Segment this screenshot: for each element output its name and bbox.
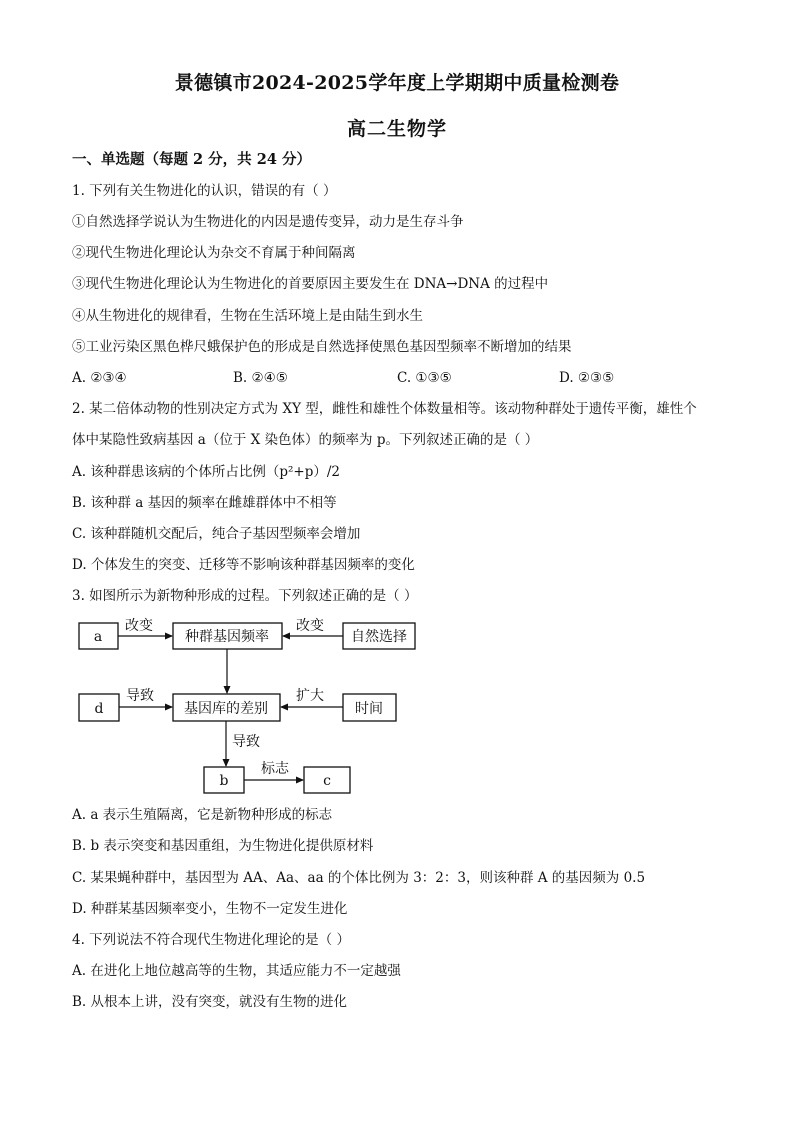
q1-option-b: B. ②④⑤ <box>233 370 288 386</box>
q2-stem-line2: 体中某隐性致病基因 a（位于 X 染色体）的频率为 p。下列叙述正确的是（ ） <box>72 432 539 448</box>
q2-option-a: A. 该种群患该病的个体所占比例（p²+p）/2 <box>72 464 340 480</box>
diagram-text-time: 时间 <box>355 701 383 717</box>
q1-item: ③现代生物进化理论认为生物进化的首要原因主要发生在 DNA→DNA 的过程中 <box>72 276 549 292</box>
diagram-text-pool-frequency: 种群基因频率 <box>185 629 269 645</box>
diagram-text-a: a <box>93 629 103 645</box>
q3-option-c: C. 某果蝇种群中，基因型为 AA、Aa、aa 的个体比例为 3：2：3，则该种群 A 的基因频为 0.5 <box>72 870 646 886</box>
q1-option-a: A. ②③④ <box>72 370 127 386</box>
diagram-text-natural-selection: 自然选择 <box>351 629 407 645</box>
q1-item: ④从生物进化的规律看，生物在生活环境上是由陆生到水生 <box>72 308 423 324</box>
q4-stem: 4. 下列说法不符合现代生物进化理论的是（ ） <box>72 932 350 948</box>
q4-option-a: A. 在进化上地位越高等的生物，其适应能力不一定越强 <box>72 963 401 979</box>
q1-item: ①自然选择学说认为生物进化的内因是遗传变异，动力是生存斗争 <box>72 214 464 230</box>
q1-option-d: D. ②③⑤ <box>559 370 615 386</box>
diagram-label-expand: 扩大 <box>296 688 324 704</box>
exam-title: 景德镇市2024-2025学年度上学期期中质量检测卷 <box>174 72 620 94</box>
diagram-text-b: b <box>219 773 229 789</box>
diagram-label-change-right: 改变 <box>296 618 324 634</box>
q3-option-b: B. b 表示突变和基因重组，为生物进化提供原材料 <box>72 838 374 854</box>
diagram-label-change-left: 改变 <box>125 618 153 634</box>
q2-option-c: C. 该种群随机交配后，纯合子基因型频率会增加 <box>72 526 361 542</box>
q1-item: ②现代生物进化理论认为杂交不育属于种间隔离 <box>72 245 356 261</box>
q3-stem: 3. 如图所示为新物种形成的过程。下列叙述正确的是（ ） <box>72 588 418 604</box>
q2-option-b: B. 该种群 a 基因的频率在雌雄群体中不相等 <box>72 495 337 511</box>
q1-item: ⑤工业污染区黑色桦尺蛾保护色的形成是自然选择使黑色基因型频率不断增加的结果 <box>72 339 572 355</box>
q2-option-d: D. 个体发生的突变、迁移等不影响该种群基因频率的变化 <box>72 557 415 573</box>
diagram-text-d: d <box>94 701 104 717</box>
q3-option-a: A. a 表示生殖隔离，它是新物种形成的标志 <box>72 807 333 823</box>
q4-option-b: B. 从根本上讲，没有突变，就没有生物的进化 <box>72 994 348 1010</box>
exam-subtitle: 高二生物学 <box>346 118 447 140</box>
diagram-label-cause-left: 导致 <box>126 688 154 704</box>
q1-stem: 1. 下列有关生物进化的认识，错误的有（ ） <box>72 183 337 199</box>
q3-option-d: D. 种群某基因频率变小，生物不一定发生进化 <box>72 901 348 917</box>
diagram-text-gene-pool-difference: 基因库的差别 <box>184 701 268 717</box>
q2-stem-line1: 2. 某二倍体动物的性别决定方式为 XY 型，雌性和雄性个体数量相等。该动物种群处于遗传平衡，雄性个 <box>72 401 697 417</box>
diagram-text-c: c <box>323 773 331 789</box>
q1-option-c: C. ①③⑤ <box>397 370 452 386</box>
diagram-label-mark: 标志 <box>261 761 289 777</box>
section-heading: 一、单选题（每题 2 分，共 24 分） <box>72 151 311 168</box>
diagram-label-cause-down: 导致 <box>232 734 260 750</box>
